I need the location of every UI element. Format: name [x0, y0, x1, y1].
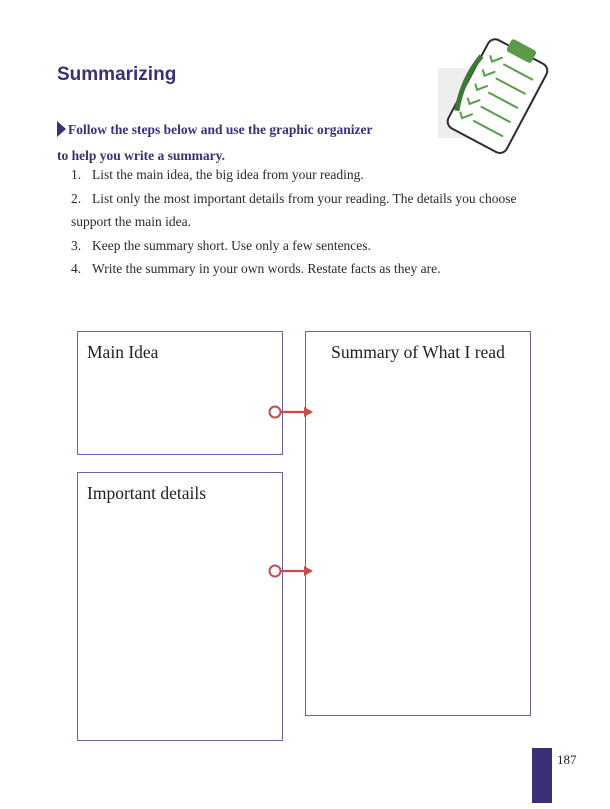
- step-number: 2.: [71, 190, 82, 206]
- step-item: [71, 163, 551, 187]
- step-number: 3.: [71, 237, 82, 253]
- step-item: [71, 257, 551, 281]
- summary-label: Summary of What I read: [331, 342, 505, 362]
- instruction-line-1: Follow the steps below and use the graphic organizer: [68, 122, 373, 137]
- step-number: 4.: [71, 261, 82, 276]
- important-details-box[interactable]: [77, 472, 283, 741]
- steps-list: [71, 163, 551, 281]
- step-text: List the main idea, the big idea from your reading.: [92, 167, 364, 182]
- step-text: List only the most important details from your reading. The details you choose support the main idea.: [71, 190, 517, 229]
- step-item: [71, 234, 551, 258]
- step-text: Keep the summary short. Use only a few sentences.: [92, 237, 371, 253]
- page-number: 187: [557, 752, 577, 767]
- page-tab-marker: [532, 748, 552, 803]
- step-number: 1.: [71, 167, 82, 182]
- step-text: Write the summary in your own words. Restate facts as they are.: [92, 261, 441, 276]
- step-item: [71, 187, 551, 234]
- important-details-label: Important details: [87, 483, 207, 503]
- circle-arrow-right-icon: [266, 403, 316, 421]
- instructions: [57, 117, 417, 169]
- triangle-right-icon: [57, 121, 66, 137]
- circle-arrow-right-icon: [266, 562, 316, 580]
- instruction-line-2: to help you write a summary.: [57, 148, 225, 163]
- clipboard-checklist-icon: [438, 28, 558, 158]
- summary-box[interactable]: [305, 331, 531, 716]
- main-idea-label: Main Idea: [87, 342, 159, 362]
- main-idea-box[interactable]: [77, 331, 283, 455]
- page-title: Summarizing: [57, 64, 177, 85]
